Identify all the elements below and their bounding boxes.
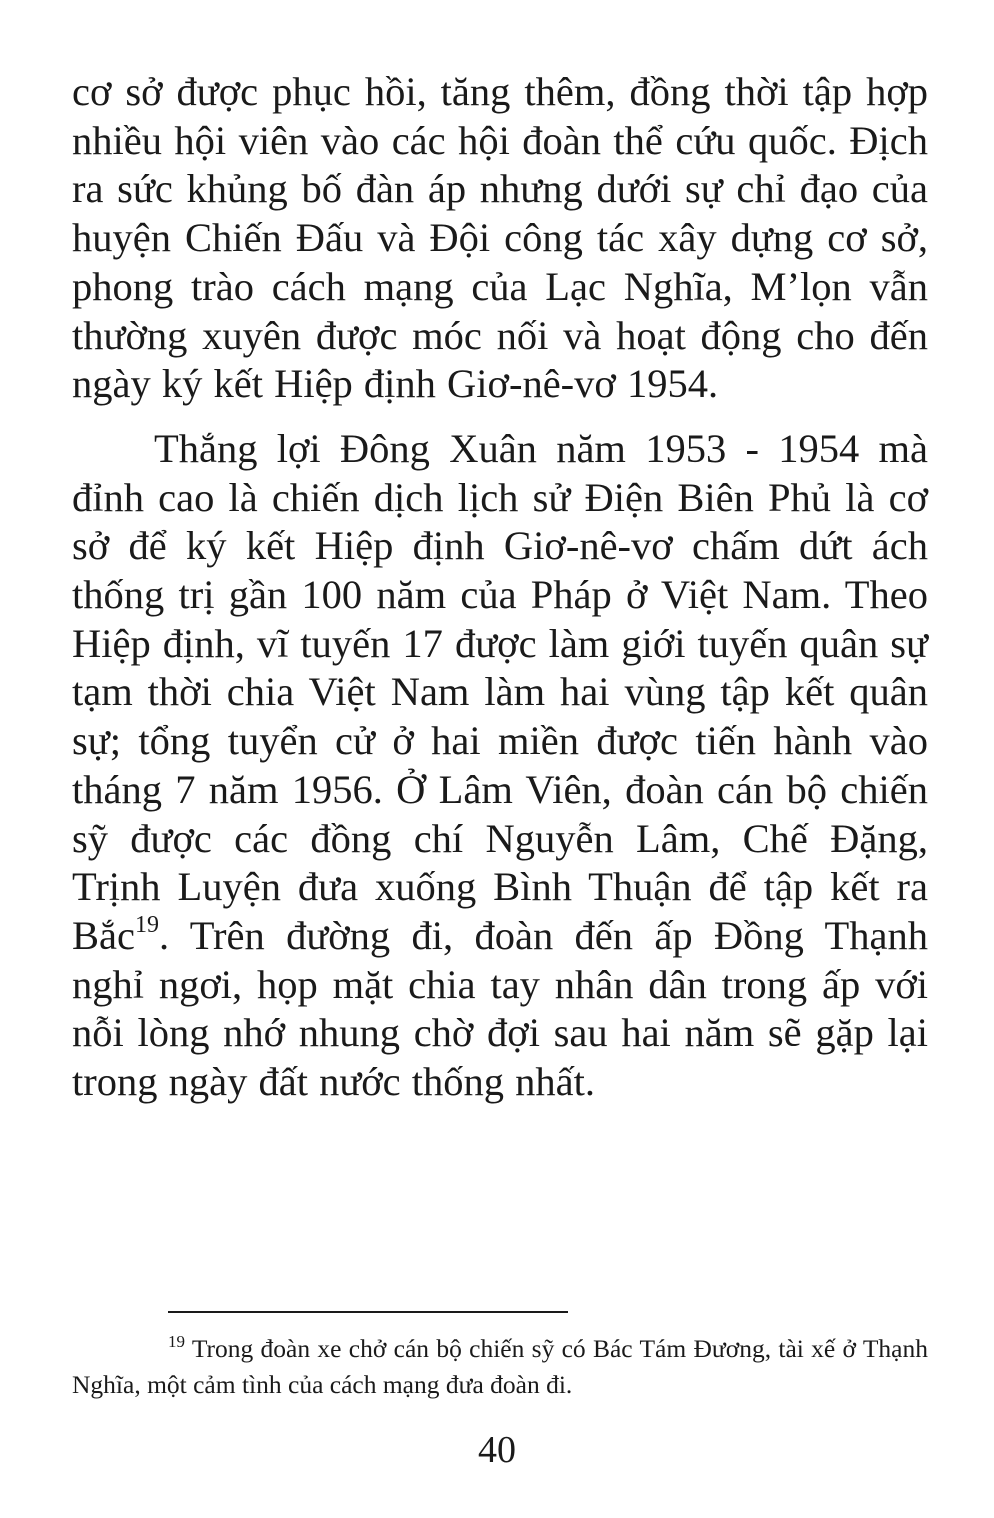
- paragraph-2-rest: . Trên đường đi, đoàn đến ấp Đồng Thạnh nghỉ ngơi, họp mặt chia tay nhân dân trong ấp với nỗi lòng nhớ nhung chờ đợi sau hai năm sẽ gặp lại trong ngày đất nước thống nhất.: [72, 912, 928, 1105]
- paragraph-2: [72, 425, 928, 1107]
- footnote-separator: [168, 1311, 568, 1313]
- paragraph-1: cơ sở được phục hồi, tăng thêm, đồng thời tập hợp nhiều hội viên vào các hội đoàn thể cứu quốc. Địch ra sức khủng bố đàn áp nhưng dưới sự chỉ đạo của huyện Chiến Đấu và Đội công tác xây dựng cơ sở, phong trào cách mạng của Lạc Nghĩa, M’lọn vẫn thường xuyên được móc nối và hoạt động cho đến ngày ký kết Hiệp định Giơ-nê-vơ 1954.: [72, 69, 928, 407]
- footnote-reference: 19: [134, 912, 159, 939]
- footnote-text: Trong đoàn xe chở cán bộ chiến sỹ có Bác Tám Đương, tài xế ở Thạnh Nghĩa, một cảm tình của cách mạng đưa đoàn đi.: [72, 1334, 928, 1399]
- main-text: [72, 68, 928, 1107]
- footnote: [72, 1331, 928, 1403]
- page-number: 40: [478, 1429, 516, 1471]
- paragraph-2-text: Thắng lợi Đông Xuân năm 1953 - 1954 mà đỉnh cao là chiến dịch lịch sử Điện Biên Phủ là cơ sở để ký kết Hiệp định Giơ-nê-vơ chấm dứt ách thống trị gần 100 năm của Pháp ở Việt Nam. Theo Hiệp định, vĩ tuyến 17 được làm giới tuyến quân sự tạm thời chia Việt Nam làm hai vùng tập kết quân sự; tổng tuyển cử ở hai miền được tiến hành vào tháng 7 năm 1956. Ở Lâm Viên, đoàn cán bộ chiến sỹ được các đồng chí Nguyễn Lâm, Chế Đặng, Trịnh Luyện đưa xuống Bình Thuận để tập kết ra Bắc: [72, 425, 928, 958]
- footnote-marker: 19: [168, 1331, 185, 1351]
